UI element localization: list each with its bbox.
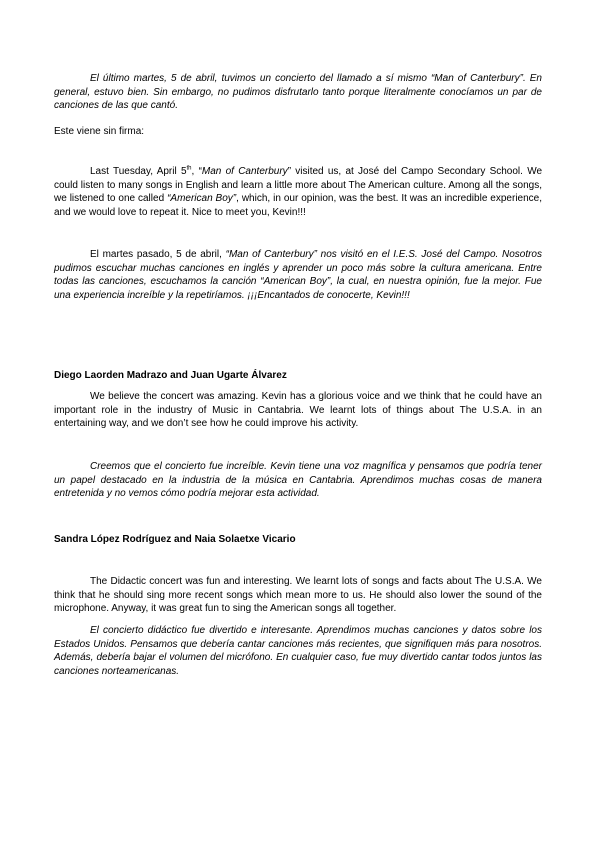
en-part2: , “ — [191, 166, 202, 177]
review-diego-juan-spanish: Creemos que el concierto fue increíble. Kevin tiene una voz magnífica y pensamos que podría tener un papel destacado en la industria de la música en Cantabria. Aprendimos muchas cosas de manera entretenida y no vemos cómo podría mejorar esta actividad. — [54, 461, 542, 499]
en-performer-name: Man of Canterbury — [201, 166, 288, 177]
en-part3: ” visited us, at José del Campo Secondary School. We could listen to many songs in English and learn a little more about The American culture. Among all the songs, we listened to one called — [54, 166, 543, 204]
en-song-title: “American Boy” — [167, 193, 237, 204]
unsigned-note: Este viene sin firma: — [54, 126, 145, 137]
en-part4: , which, in our opinion, was the best. It was an incredible experience, and we would love to repeat it. Nice to meet you, Kevin!!! — [54, 193, 543, 218]
review-sandra-naia-spanish: El concierto didáctico fue divertido e interesante. Aprendimos muchas canciones y datos sobre los Estados Unidos. Pensamos que debería cantar canciones más recientes, que signifiquen más para nosotros. Además, debería bajar el volumen del micrófono. En cualquier caso, fue muy divertido cantar todos juntos las canciones norteamericanas. — [54, 625, 542, 677]
intro-spanish-review: El último martes, 5 de abril, tuvimos un concierto del llamado a sí mismo “Man of Canterbury”. En general, estuvo bien. Sin embargo, no pudimos disfrutarlo tanto porque literalmente conocíamos un par de canciones de las que cantó. — [54, 73, 542, 111]
es-rest: “Man of Canterbury” nos visitó en el I.E.S. José del Campo. Nosotros pudimos escuchar muchas canciones en inglés y aprender un poco más sobre la cultura americana. Entre todas las canciones, escuchamos la canción “American Boy”, la cual, en nuestra opinión, fue la mejor. Fue una experiencia increíble y la repetiríamos. ¡¡¡Encantados de conocerte, Kevin!!! — [54, 249, 542, 301]
review-sandra-naia-english: The Didactic concert was fun and interesting. We learnt lots of songs and facts about The U.S.A. We think that he should sing more recent songs which mean more to us. He should also lower the sound of the microphone. Anyway, it was great fun to sing the American songs all together. — [54, 576, 542, 614]
unsigned-review-spanish — [54, 248, 542, 302]
authors-heading-diego-juan: Diego Laorden Madrazo and Juan Ugarte Álvarez — [54, 370, 287, 381]
unsigned-review-english — [54, 165, 542, 219]
es-part1: El martes pasado, 5 de abril, — [90, 249, 226, 260]
en-part1: Last Tuesday, April 5 — [90, 166, 187, 177]
en-ordinal-sup: th — [186, 165, 192, 172]
authors-heading-sandra-naia: Sandra López Rodríguez and Naia Solaetxe Vicario — [54, 534, 296, 545]
review-diego-juan-english: We believe the concert was amazing. Kevin has a glorious voice and we think that he could have an important role in the industry of Music in Cantabria. We learnt lots of things about The U.S.A. in an entertaining way, and we don’t see how he could improve his activity. — [54, 391, 542, 429]
